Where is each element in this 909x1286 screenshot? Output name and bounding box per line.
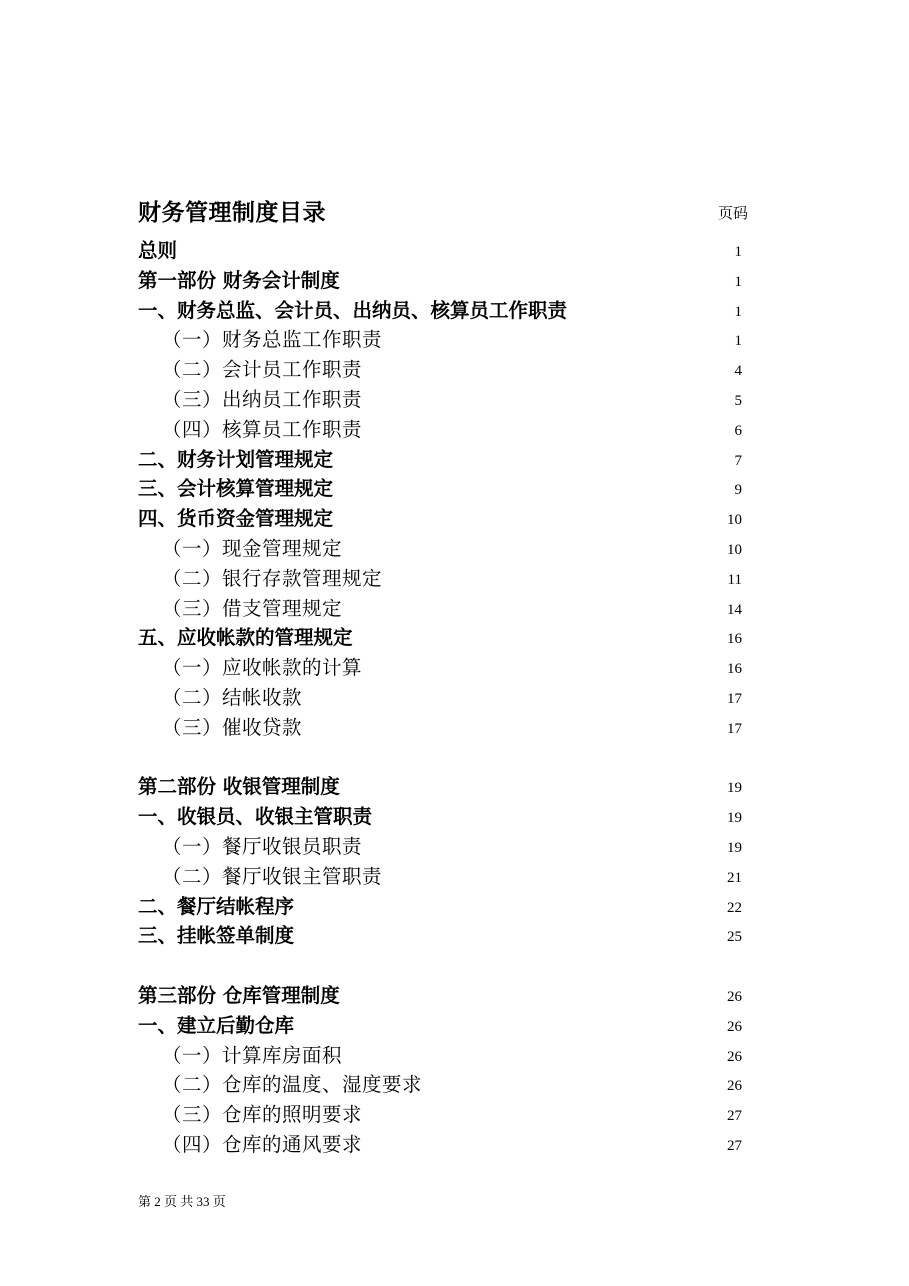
toc-page-number: 22: [727, 899, 742, 916]
toc-entry[interactable]: [0, 653, 909, 683]
toc-entry[interactable]: [0, 623, 909, 653]
toc-entry[interactable]: [0, 385, 909, 415]
toc-page-number: 27: [727, 1137, 742, 1154]
toc-subheading: （三）出纳员工作职责: [162, 387, 363, 411]
toc-subheading: （四）仓库的通风要求: [162, 1132, 363, 1156]
toc-page-number: 1: [734, 273, 742, 290]
toc-entry[interactable]: [0, 772, 909, 802]
toc-entry[interactable]: [0, 445, 909, 475]
toc-subheading: （一）财务总监工作职责: [162, 328, 383, 352]
toc-heading: 二、财务计划管理规定: [138, 447, 334, 471]
toc-subheading: （二）银行存款管理规定: [162, 566, 383, 590]
toc-page-number: 26: [727, 1018, 742, 1035]
toc-entry[interactable]: [0, 355, 909, 385]
toc-entry[interactable]: [0, 1100, 909, 1130]
toc-page-number: 26: [727, 988, 742, 1005]
toc-page-number: 26: [727, 1078, 742, 1095]
toc-heading: 五、应收帐款的管理规定: [138, 626, 353, 650]
toc-page-number: 26: [727, 1048, 742, 1065]
toc-subheading: （一）应收帐款的计算: [162, 656, 363, 680]
toc-page-number: 1: [734, 303, 742, 320]
toc-subheading: （三）催收贷款: [162, 715, 303, 739]
toc-entry[interactable]: [0, 1130, 909, 1160]
toc-subheading: （二）结帐收款: [162, 685, 303, 709]
toc-page-number: 17: [727, 720, 742, 737]
toc-entry[interactable]: [0, 325, 909, 355]
toc-page-number: 6: [734, 422, 742, 439]
toc-entry[interactable]: [0, 504, 909, 534]
toc-heading: 一、收银员、收银主管职责: [138, 805, 373, 829]
toc-subheading: （一）餐厅收银员职责: [162, 834, 363, 858]
toc-entry[interactable]: [0, 534, 909, 564]
document-title: 财务管理制度目录: [138, 200, 326, 226]
toc-subheading: （一）现金管理规定: [162, 536, 343, 560]
toc-subheading: （二）会计员工作职责: [162, 358, 363, 382]
toc-heading: 一、建立后勤仓库: [138, 1013, 295, 1037]
toc-heading: 三、会计核算管理规定: [138, 477, 334, 501]
toc-entry[interactable]: [0, 921, 909, 951]
toc-entry[interactable]: [0, 1041, 909, 1071]
toc-page-number: 5: [734, 392, 742, 409]
page-footer: 第 2 页 共 33 页: [138, 1194, 226, 1209]
toc-page-number: 27: [727, 1108, 742, 1125]
toc-page-number: 25: [727, 929, 742, 946]
toc-spacer: [0, 951, 909, 981]
toc-page-number: 21: [727, 869, 742, 886]
toc-subheading: （二）仓库的温度、湿度要求: [162, 1073, 423, 1097]
toc-page-number: 16: [727, 631, 742, 648]
toc-entry[interactable]: [0, 802, 909, 832]
toc-subheading: （三）借支管理规定: [162, 596, 343, 620]
toc-page-number: 9: [734, 482, 742, 499]
toc-entry[interactable]: [0, 415, 909, 445]
toc-entry[interactable]: [0, 981, 909, 1011]
toc-entry[interactable]: [0, 296, 909, 326]
toc-heading: 总则: [138, 239, 178, 262]
toc-page-number: 19: [727, 810, 742, 827]
toc-heading: 第二部份 收银管理制度: [138, 775, 340, 799]
toc-page-number: 11: [727, 571, 742, 588]
toc-page-number: 1: [734, 333, 742, 350]
page-column-header: 页码: [718, 204, 749, 222]
toc-entry[interactable]: [0, 266, 909, 296]
toc-entry[interactable]: [0, 564, 909, 594]
toc-subheading: （一）计算库房面积: [162, 1043, 343, 1067]
toc-spacer: [0, 743, 909, 773]
toc-heading: 第一部份 财务会计制度: [138, 268, 340, 292]
toc-subheading: （二）餐厅收银主管职责: [162, 864, 383, 888]
toc-page-number: 17: [727, 690, 742, 707]
toc-entry[interactable]: [0, 862, 909, 892]
toc-page-number: 10: [727, 541, 742, 558]
toc-entry[interactable]: [0, 474, 909, 504]
toc-entry[interactable]: [0, 1070, 909, 1100]
toc-subheading: （四）核算员工作职责: [162, 417, 363, 441]
toc-entry[interactable]: [0, 683, 909, 713]
toc-heading: 四、货币资金管理规定: [138, 507, 334, 531]
toc-heading: 第三部份 仓库管理制度: [138, 983, 340, 1007]
toc-entry[interactable]: [0, 832, 909, 862]
toc-heading: 一、财务总监、会计员、出纳员、核算员工作职责: [138, 298, 568, 322]
toc-entry[interactable]: [0, 892, 909, 922]
toc-entry[interactable]: [0, 713, 909, 743]
toc-list: [0, 236, 909, 1160]
toc-subheading: （三）仓库的照明要求: [162, 1103, 363, 1127]
toc-entry[interactable]: [0, 1011, 909, 1041]
toc-page-number: 19: [727, 839, 742, 856]
toc-entry[interactable]: [0, 594, 909, 624]
toc-entry[interactable]: [0, 236, 909, 266]
toc-page-number: 10: [727, 512, 742, 529]
toc-heading: 三、挂帐签单制度: [138, 924, 295, 948]
toc-page-number: 4: [734, 363, 742, 380]
toc-page-number: 7: [734, 452, 742, 469]
toc-heading: 二、餐厅结帐程序: [138, 894, 295, 918]
toc-page-number: 16: [727, 661, 742, 678]
toc-page-number: 19: [727, 780, 742, 797]
toc-page-number: 14: [727, 601, 742, 618]
toc-page-number: 1: [734, 244, 742, 260]
